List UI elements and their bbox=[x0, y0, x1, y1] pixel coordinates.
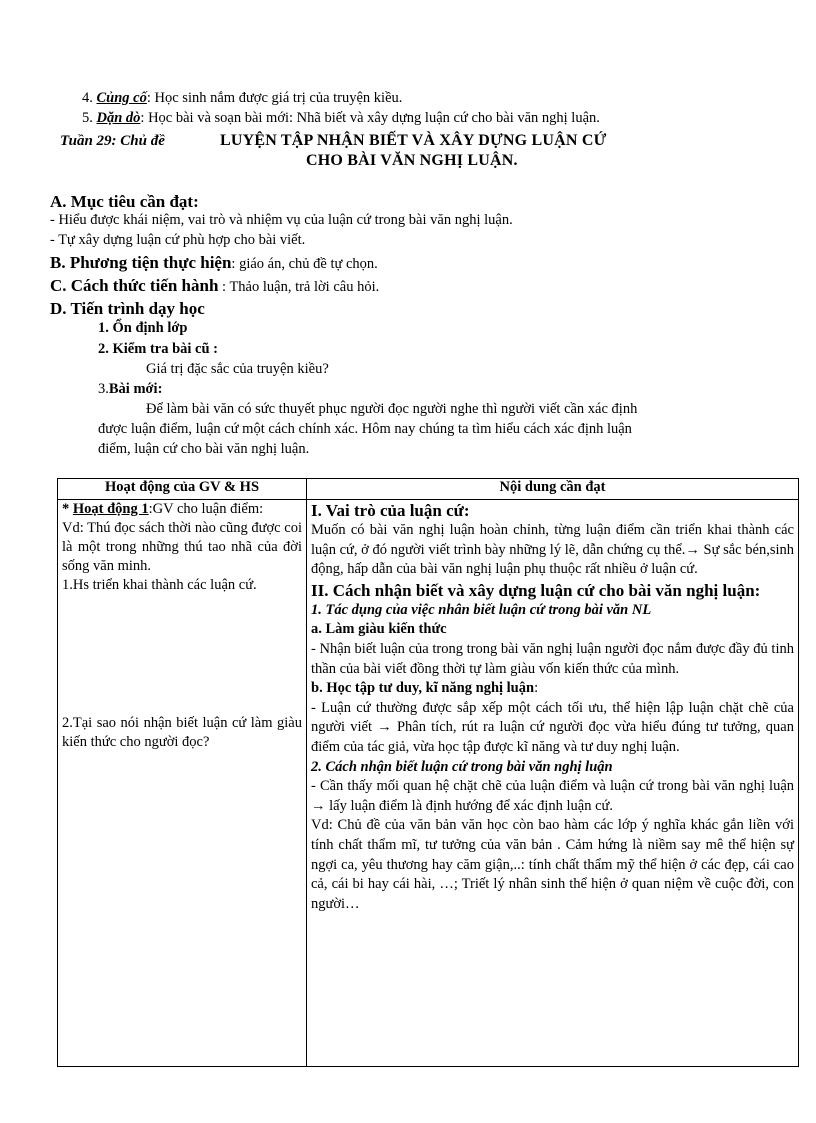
activity-text: :GV cho luận điểm: bbox=[148, 501, 264, 517]
example-text: Vd: Chủ đề của văn bản văn học còn bao hàm các lớp ý nghĩa khác gắn liền với tính chất thẩm mĩ, tư tưởng của văn bản . Cảm hứng là niềm say mê thể hiện sự ngợi ca, yêu thương hay căm giận,..: tính chất thẩm mỹ thể hiện ở các đẹp, cái cao cả, cái bi hay cái hài, …; Triết lý nhân sinh thể hiện ở quan niệm về cuộc đời, con người… bbox=[311, 817, 794, 912]
point-b-text: - Luận cứ thường được sắp xếp một cách tối ưu, thể hiện lập luận chặt chẽ của người viết → Phân tích, rút ra luận cứ người đọc vừa hiểu đúng tư tưởng, quan điểm của tác giả, vừa học tập được kĩ năng và tư duy nghị luận. bbox=[311, 699, 794, 755]
item-number: 5. bbox=[82, 110, 93, 126]
activity-1-intro bbox=[62, 500, 302, 519]
activities-cell bbox=[58, 500, 307, 1067]
intro-line3: điểm, luận cứ cho bài văn nghị luận. bbox=[98, 441, 310, 457]
consolidation-label: Củng cố bbox=[96, 90, 147, 106]
step-3 bbox=[98, 381, 162, 398]
section-a-heading: A. Mục tiêu cần đạt: bbox=[50, 192, 199, 211]
table-row bbox=[58, 500, 799, 1067]
content-cell bbox=[307, 500, 799, 1067]
role-paragraph: Muốn có bài văn nghị luận hoàn chỉnh, từng luận điểm cần triển khai thành các luận cứ, ở đó người viết trình bày những lý lẽ, dẫn chứng cụ thể.→ Sự sắc bén,sinh động, hấp dẫn của bài văn nghị luận phụ thuộc rất nhiều ở luận cứ. bbox=[311, 522, 794, 578]
heading-identify-evidence: II. Cách nhận biết và xây dựng luận cứ cho bài văn nghị luận: bbox=[311, 580, 761, 600]
table-header-row bbox=[58, 479, 799, 500]
section-b bbox=[50, 253, 378, 273]
activity-example: Vd: Thú đọc sách thời nào cũng được coi là một trong những thú tao nhã của đời sống văn minh. bbox=[62, 520, 302, 574]
item-number: 4. bbox=[82, 90, 93, 106]
homework-text: : Học bài và soạn bài mới: Nhã biết và xây dựng luận cứ cho bài văn nghị luận. bbox=[140, 110, 600, 126]
activity-question-2: 2.Tại sao nói nhận biết luận cứ làm giàu kiến thức cho người đọc? bbox=[62, 715, 302, 750]
bullet-star: * bbox=[62, 501, 73, 517]
section-d-heading: D. Tiến trình dạy học bbox=[50, 299, 205, 318]
step-3-num: 3. bbox=[98, 381, 109, 397]
activity-question-1: 1.Hs triển khai thành các luận cứ. bbox=[62, 577, 257, 593]
consolidation-line bbox=[82, 90, 402, 107]
heading-role-of-evidence: I. Vai trò của luận cứ: bbox=[311, 501, 470, 520]
intro-line2: được luận điểm, luận cứ một cách chính xác. Hôm nay chúng ta tìm hiểu cách xác định luận bbox=[98, 421, 632, 437]
point-b-colon: : bbox=[534, 680, 539, 697]
homework-label: Dặn dò bbox=[96, 110, 141, 126]
intro-line1: Để làm bài văn có sức thuyết phục người đọc người nghe thì người viết cần xác định bbox=[146, 401, 638, 417]
point-b-heading bbox=[311, 679, 794, 699]
point-a-text: - Nhận biết luận của trong trong bài văn nghị luận người đọc nắm được đầy đủ tinh thần của bài viết đồng thời tự làm giàu vốn kiến thức của mình. bbox=[311, 640, 794, 677]
week-label: Tuần 29: Chủ đề bbox=[60, 133, 165, 149]
section-a-line2: - Tự xây dựng luận cứ phù hợp cho bài viết. bbox=[50, 232, 306, 248]
section-b-heading: B. Phương tiện thực hiện bbox=[50, 253, 232, 272]
step-1: 1. Ổn định lớp bbox=[98, 320, 188, 336]
section-a-line1: - Hiểu được khái niệm, vai trò và nhiệm vụ của luận cứ trong bài văn nghị luận. bbox=[50, 212, 513, 228]
section-c-text: : Thảo luận, trả lời câu hỏi. bbox=[218, 279, 380, 295]
section-c-heading: C. Cách thức tiến hành bbox=[50, 276, 219, 295]
page-title-line1: LUYỆN TẬP NHẬN BIẾT VÀ XÂY DỰNG LUẬN CỨ bbox=[220, 132, 607, 149]
subheading-method: 2. Cách nhận biết luận cứ trong bài văn nghị luận bbox=[311, 758, 613, 775]
page-title-line2: CHO BÀI VĂN NGHỊ LUẬN. bbox=[306, 152, 518, 169]
activity-label: Hoạt động 1 bbox=[72, 501, 149, 517]
section-c bbox=[50, 276, 379, 296]
header-content: Nội dung cần đạt bbox=[307, 479, 799, 500]
homework-line bbox=[82, 110, 600, 127]
point-b-label: b. Học tập tư duy, kĩ năng nghị luận bbox=[311, 680, 535, 697]
method-text: - Cần thấy mối quan hệ chặt chẽ của luận điểm và luận cứ trong bài văn nghị luận → lấy luận điểm là định hướng để xác định luận cứ. bbox=[311, 778, 794, 814]
step-2: 2. Kiểm tra bài cũ : bbox=[98, 341, 219, 357]
step-2-question: Giá trị đặc sắc của truyện kiều? bbox=[146, 361, 329, 377]
consolidation-text: : Học sinh nắm được giá trị của truyện kiều. bbox=[146, 90, 403, 106]
point-a-heading: a. Làm giàu kiến thức bbox=[311, 621, 447, 638]
step-3-label: Bài mới: bbox=[108, 381, 163, 397]
header-activities: Hoạt động của GV & HS bbox=[58, 479, 307, 500]
section-b-text: : giáo án, chủ đề tự chọn. bbox=[231, 256, 378, 272]
lesson-table bbox=[57, 478, 799, 1067]
subheading-effect: 1. Tác dụng của việc nhân biết luận cứ trong bài văn NL bbox=[311, 601, 652, 618]
